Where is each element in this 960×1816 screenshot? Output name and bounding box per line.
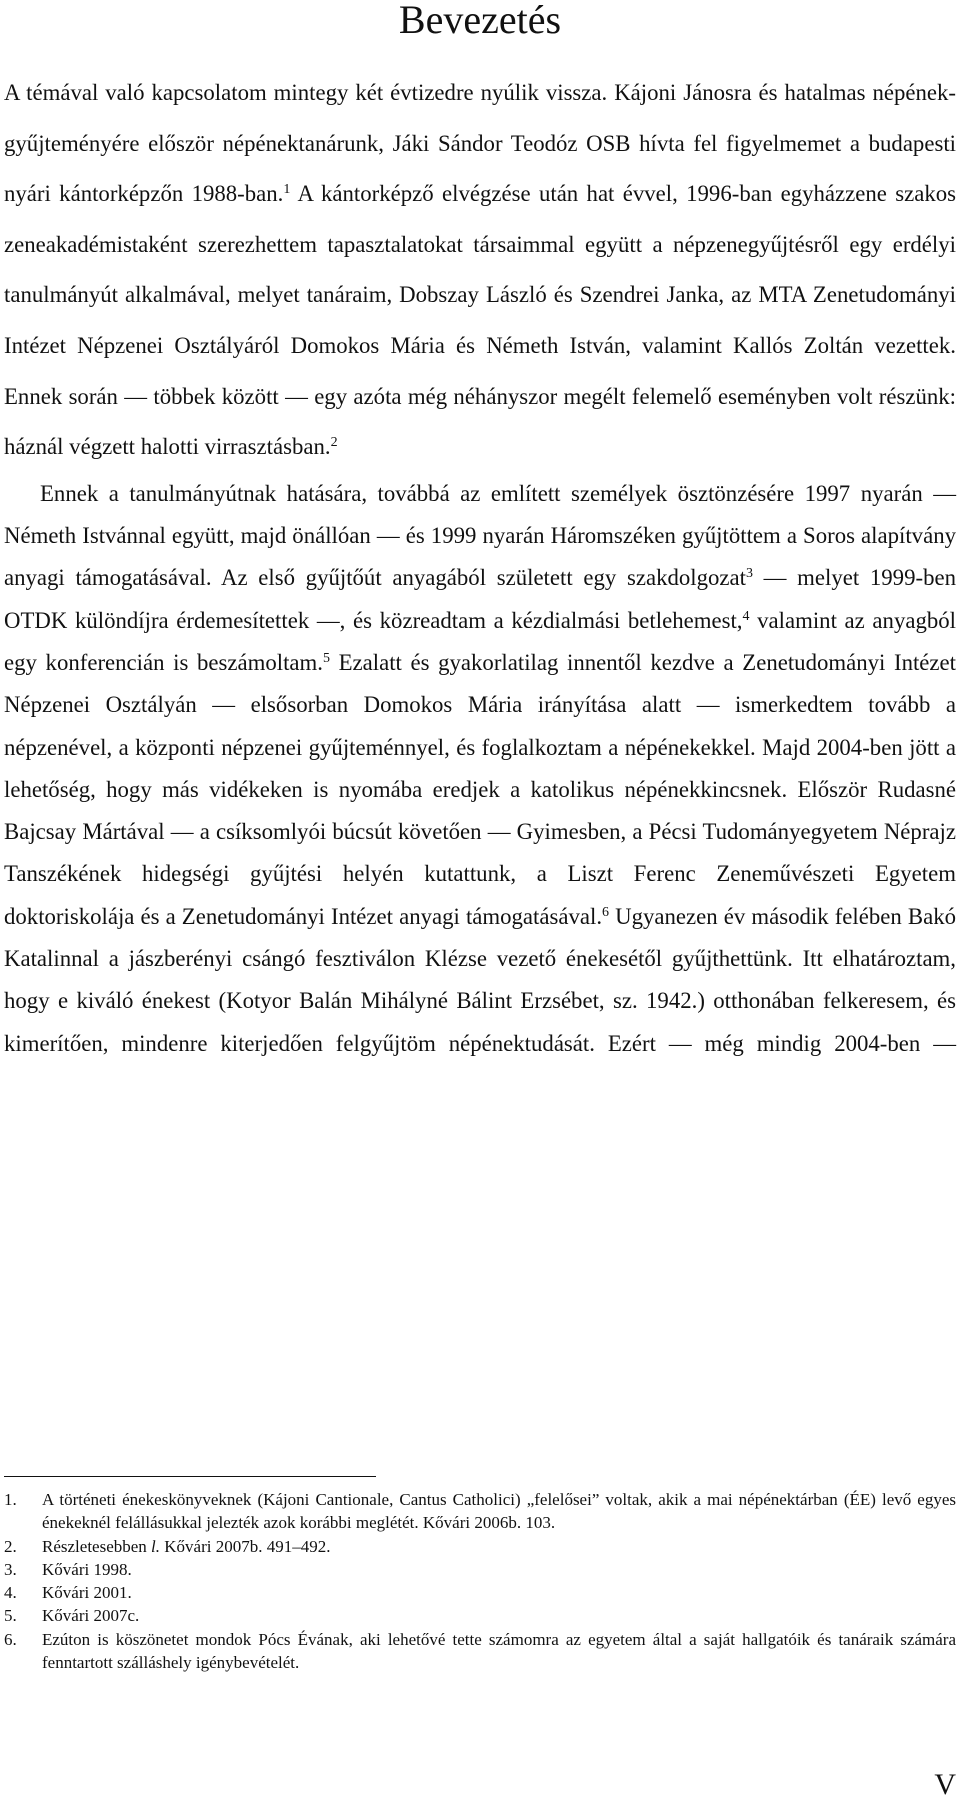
footnote-text: Ezúton is köszönetet mondok Pócs Évának, aki lehetővé tette számomra az egyetem által a saját hallgatóik és tanáraik számára fenntartott szálláshely igénybevételét.: [42, 1629, 956, 1673]
footnotes: [4, 1488, 956, 1674]
footnote-text: Kővári 1998.: [42, 1559, 132, 1579]
footnote-item: [4, 1535, 956, 1558]
footnote-number: 5.: [4, 1606, 17, 1626]
text-segment: Ugyanezen év második felében Bakó Katalinnal a jászberényi csángó fesztiválon Klézse vezető énekesétől gyűjthettünk. Itt elhatároztam, hogy e kiváló énekest (Kotyor Balán Mihályné Bálint Erzsébet, sz. 1942.) otthonában felkeresem, és kimerítően, mindenre kiterjedően felgyűjtöm népénektudását. Ezért — még mindig 2004-ben —: [4, 903, 956, 1056]
main-text: [4, 68, 956, 1065]
footnote-text: Részletesebben: [42, 1536, 152, 1556]
footnote-number: 2.: [4, 1536, 17, 1556]
footnote-item: [4, 1581, 956, 1604]
paragraph: [4, 68, 956, 473]
footnote-text: Kővári 2007b. 491–492.: [160, 1536, 331, 1556]
footnote-text: Kővári 2001.: [42, 1583, 132, 1603]
footnote-text: Kővári 2007c.: [42, 1606, 140, 1626]
footnote-number: 3.: [4, 1559, 17, 1579]
footnote-item: [4, 1604, 956, 1627]
footnote-ref[interactable]: 2: [330, 435, 338, 451]
footnote-item: [4, 1558, 956, 1581]
footnote-number: 1.: [4, 1490, 17, 1509]
footnote-text-italic: l.: [151, 1536, 161, 1556]
text-segment: valamint az anyagból egy konferencián is beszámoltam.: [4, 607, 956, 675]
text-segment: A kántorképző elvégzése után hat évvel, 1996-ban egyházzene szakos zeneakadémistaként szerezhettem tapasztalatokat társaimmal együtt a népzenegyűjtésről egy erdélyi tanulmányút alkalmával, melyet tanáraim, Dobszay László és Szendrei Janka, az MTA Zenetudományi Intézet Népzenei Osztályáról Domokos Mária és Németh István, valamint Kallós Zoltán vezettek. Ennek során — többek között — egy azóta még néhányszor megélt felemelő eseményben volt részünk: háznál végzett halotti virrasztásban.: [4, 181, 956, 460]
footnote-ref[interactable]: 4: [742, 608, 750, 624]
footnote-text: A történeti énekeskönyveknek (Kájoni Cantionale, Cantus Catholici) „felelősei” voltak, akik a mai népénektárban (ÉE) levő egyes énekeknél felállásukkal jelezték azok korábbi meglétét. Kővári 2006b. 103.: [42, 1490, 956, 1533]
page-title: Bevezetés: [398, 0, 562, 42]
footnote-ref[interactable]: 6: [602, 904, 610, 920]
footnote-separator: [4, 1476, 376, 1477]
footnote-ref[interactable]: 5: [322, 650, 330, 666]
footnote-item: [4, 1488, 956, 1535]
text-segment: — melyet 1999-ben OTDK különdíjra érdemesítettek —, és közreadtam a kézdialmási betlehemest,: [4, 565, 956, 633]
footnote-number: 6.: [4, 1629, 17, 1649]
text-segment: Ezalatt és gyakorlatilag innentől kezdve a Zenetudományi Intézet Népzenei Osztályán — elsősorban Domokos Mária irányítása alatt — ismerkedtem tovább a népzenével, a központi népzenei gyűjteménnyel, és foglalkoztam a népénekekkel. Majd 2004-ben jött a lehetőség, hogy más vidékeken is nyomába eredjek a katolikus népénekkincsnek. Először Rudasné Bajcsay Mártával — a csíksomlyói búcsút követően — Gyimesben, a Pécsi Tudományegyetem Néprajz Tanszékének hidegségi gyűjtési helyén kutattunk, a Liszt Ferenc Zeneművészeti Egyetem doktoriskolája és a Zenetudományi Intézet anyagi támogatásával.: [4, 649, 956, 929]
footnote-ref[interactable]: 1: [283, 182, 291, 198]
paragraph: [4, 473, 956, 1065]
footnote-item: [4, 1628, 956, 1675]
page-number: V: [934, 1768, 956, 1801]
text-segment: Ennek a tanulmányútnak hatására, továbbá az említett személyek ösztönzésére 1997 nyarán — Németh Istvánnal együtt, majd önállóan — és 1999 nyarán Háromszéken gyűjtöttem a Soros alapítvány anyagi támogatásával. Az első gyűjtőút anyagából született egy szakdolgozat: [4, 480, 956, 591]
text-segment: A témával való kapcsolatom mintegy két évtizedre nyúlik vissza. Kájoni Jánosra és hatalmas népének-gyűjteményére először népénektanárunk, Jáki Sándor Teodóz OSB hívta fel figyelmemet a budapesti nyári kántorképzőn 1988-ban.: [4, 80, 956, 207]
footnote-ref[interactable]: 3: [745, 566, 753, 582]
footnote-number: 4.: [4, 1583, 17, 1603]
